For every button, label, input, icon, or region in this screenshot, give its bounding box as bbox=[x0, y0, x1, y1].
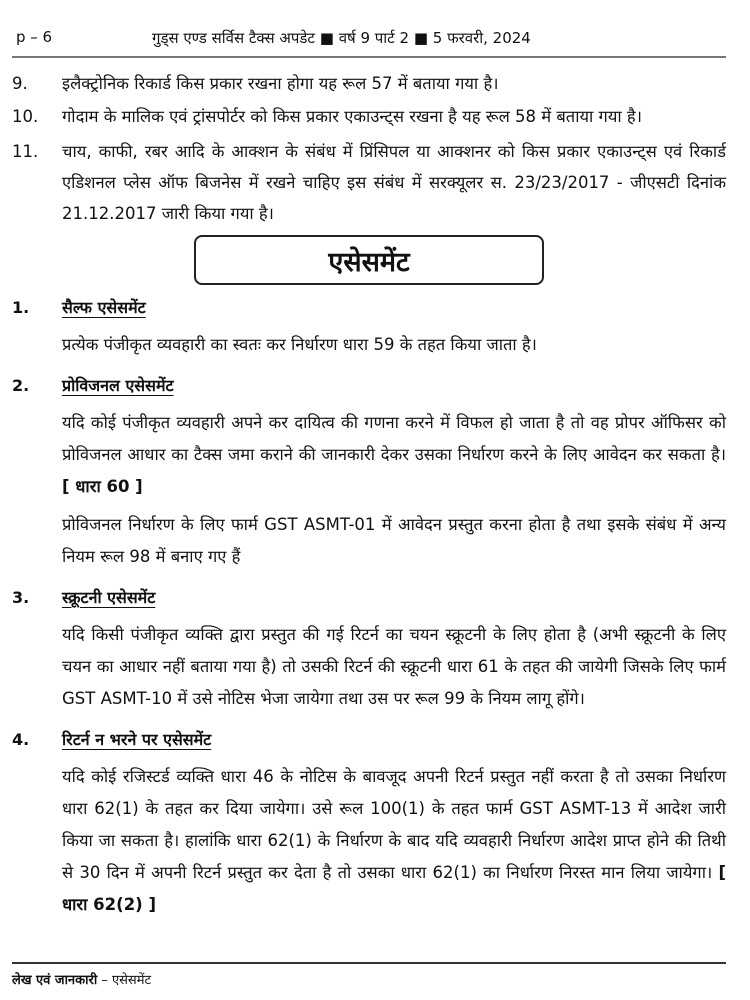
item-text: इलैक्ट्रोनिक रिकार्ड किस प्रकार रखना होगा यह रूल 57 में बताया गया है। bbox=[62, 74, 499, 93]
item-number: 9. bbox=[12, 74, 28, 93]
paragraph-text: यदि किसी पंजीकृत व्यक्ति द्वारा प्रस्तुत की गई रिटर्न का चयन स्क्रूटनी के लिए होता है (अभी स्क्रूटनी के लिए चयन का आधार नहीं बताया गया है) तो उसकी रिटर्न की स्क्रूटनी धारा 61 के तहत की जायेगी जिसके लिए फार्म GST ASMT-10 में उसे नोटिस भेजा जायेगा तथा उस पर रूल 99 के नियम लागू होंगे। bbox=[62, 625, 726, 708]
paragraph-text: यदि कोई रजिस्टर्ड व्यक्ति धारा 46 के नोटिस के बावजूद अपनी रिटर्न प्रस्तुत नहीं करता है तो उसका निर्धारण धारा 62(1) के तहत कर दिया जायेगा। उसे रूल 100(1) के तहत फार्म GST ASMT-13 में आदेश जारी किया जा सकता है। हालांकि धारा 62(1) के निर्धारण के बाद यदि व्यवहारी निर्धारण आदेश प्राप्त होने की तिथी से 30 दिन में अपनी रिटर्न प्रस्तुत कर देता है तो उसका धारा 62(1) का निर्धारण निरस्त मान लिया जायेगा। bbox=[62, 767, 726, 882]
paragraph-text: प्रत्येक पंजीकृत व्यवहारी का स्वतः कर निर्धारण धारा 59 के तहत किया जाता है। bbox=[62, 335, 537, 354]
page-number: p – 6 bbox=[16, 28, 53, 46]
footer-separator: – bbox=[97, 973, 112, 988]
paragraph-text: यदि कोई पंजीकृत व्यवहारी अपने कर दायित्व की गणना करने में विफल हो जाता है तो वह प्रोपर ऑफिसर को प्रोविजनल आधार का टैक्स जमा कराने की जानकारी देकर उसका निर्धारण करने के लिए आवेदन कर सकता है। bbox=[62, 413, 726, 464]
section-non-filer-assessment bbox=[12, 725, 726, 921]
list-item bbox=[12, 68, 726, 99]
item-number: 10. bbox=[12, 107, 39, 126]
section-number: 2. bbox=[12, 376, 30, 395]
item-text: चाय, काफी, रबर आदि के आक्शन के संबंध में प्रिंसिपल या आक्शनर को किस प्रकार एकाउन्ट्स एवं रिकार्ड एडिशनल प्लेस ऑफ बिजनेस में रखने चाहिए इस संबंध में सरक्यूलर स. 23/23/2017 - जीएसटी दिनांक 21.12.2017 जारी किया गया है। bbox=[62, 142, 726, 223]
page-content bbox=[12, 60, 726, 921]
item-text: गोदाम के मालिक एवं ट्रांसपोर्टर को किस प्रकार एकाउन्ट्स रखना है यह रूल 58 में बताया गया है। bbox=[62, 107, 642, 126]
section-heading: रिटर्न न भरने पर एसेसमेंट bbox=[62, 730, 212, 749]
paragraph-text: प्रोविजनल निर्धारण के लिए फार्म GST ASMT-01 में आवेदन प्रस्तुत करना होता है तथा इसके संबंध में अन्य नियम रूल 98 में बनाए गए हैं bbox=[62, 515, 726, 566]
paragraph bbox=[62, 761, 726, 921]
section-heading: प्रोविजनल एसेसमेंट bbox=[62, 376, 174, 395]
footer-category: लेख एवं जानकारी bbox=[12, 973, 98, 988]
section-reference: [ धारा 60 ] bbox=[62, 477, 143, 496]
item-number: 11. bbox=[12, 142, 39, 161]
section-scrutiny-assessment bbox=[12, 583, 726, 715]
section-number: 1. bbox=[12, 298, 30, 317]
page-header bbox=[12, 26, 726, 58]
section-provisional-assessment bbox=[12, 371, 726, 573]
paragraph bbox=[62, 619, 726, 715]
publication-title: गुड्स एण्ड सर्विस टैक्स अपडेट ■ वर्ष 9 पार्ट 2 ■ 5 फरवरी, 2024 bbox=[152, 29, 531, 47]
section-number: 3. bbox=[12, 588, 30, 607]
section-number: 4. bbox=[12, 730, 30, 749]
section-heading: सैल्फ एसेसमेंट bbox=[62, 298, 146, 317]
paragraph bbox=[62, 509, 726, 573]
section-heading: स्क्रूटनी एसेसमेंट bbox=[62, 588, 156, 607]
list-item bbox=[12, 101, 726, 132]
footer-topic: एसेसमेंट bbox=[111, 973, 152, 988]
paragraph bbox=[62, 329, 726, 361]
section-self-assessment bbox=[12, 293, 726, 361]
section-title-box bbox=[194, 235, 544, 285]
section-reference: [ धारा 62(2) ] bbox=[62, 863, 726, 914]
page-footer bbox=[12, 962, 726, 988]
list-item bbox=[12, 136, 726, 229]
main-title: एसेसमेंट bbox=[328, 246, 410, 278]
paragraph bbox=[62, 407, 726, 503]
